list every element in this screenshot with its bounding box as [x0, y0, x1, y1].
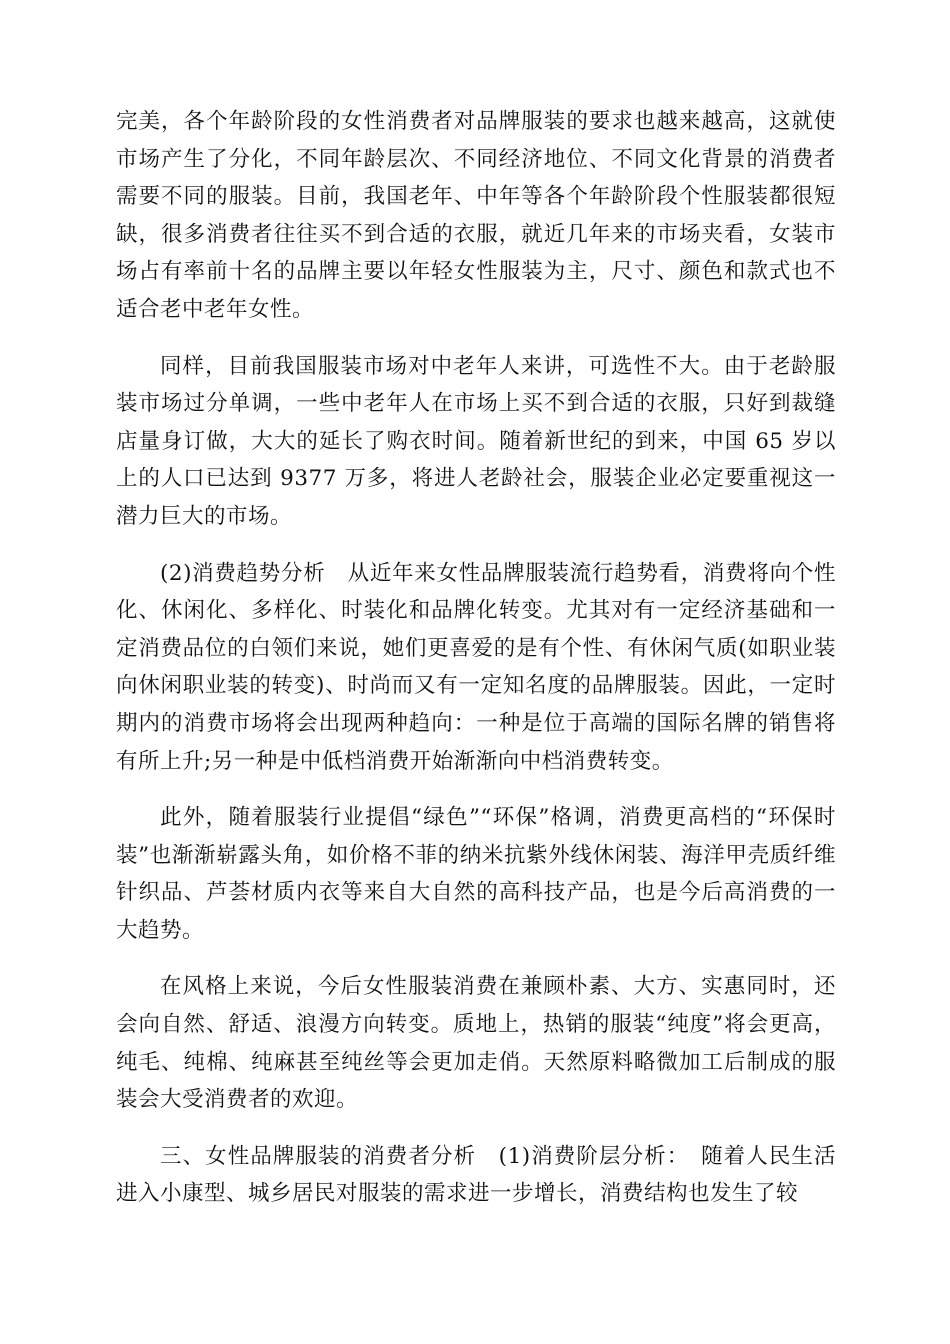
paragraph-5: 在风格上来说，今后女性服装消费在兼顾朴素、大方、实惠同时，还会向自然、舒适、浪漫方向转变。质地上，热销的服装“纯度”将会更高，纯毛、纯棉、纯麻甚至纯丝等会更加走俏。天然原料略微加工后制成的服装会大受消费者的欢迎。 [116, 974, 836, 1113]
paragraph-2: 同样，目前我国服装市场对中老年人来讲，可选性不大。由于老龄服装市场过分单调，一些中老年人在市场上买不到合适的衣服，只好到裁缝店量身订做，大大的延长了购衣时间。随着新世纪的到来，中国 65 岁以上的人口已达到 9377 万多，将进人老龄社会，服装企业必定要重视这一潜力巨大的市场。 [116, 353, 836, 529]
paragraph-6: 三、女性品牌服装的消费者分析 (1)消费阶层分析： 随着人民生活进入小康型、城乡居民对服装的需求进一步增长，消费结构也发生了较 [116, 1143, 836, 1207]
paragraph-1: 完美，各个年龄阶段的女性消费者对品牌服装的要求也越来越高，这就使市场产生了分化，不同年龄层次、不同经济地位、不同文化背景的消费者需要不同的服装。目前，我国老年、中年等各个年龄阶段个性服装都很短缺，很多消费者往往买不到合适的衣服，就近几年来的市场夹看，女装市场占有率前十名的品牌主要以年轻女性服装为主，尺寸、颜色和款式也不适合老中老年女性。 [116, 109, 836, 322]
paragraph-3: (2)消费趋势分析 从近年来女性品牌服装流行趋势看，消费将向个性化、休闲化、多样化、时装化和品牌化转变。尤其对有一定经济基础和一定消费品位的白领们来说，她们更喜爱的是有个性、有休闲气质(如职业装向休闲职业装的转变)、时尚而又有一定知名度的品牌服装。因此，一定时期内的消费市场将会出现两种趋向：一种是位于高端的国际名牌的销售将有所上升;另一种是中低档消费开始渐渐向中档消费转变。 [116, 560, 836, 774]
paragraph-4: 此外，随着服装行业提倡“绿色”“环保”格调，消费更高档的“环保时装”也渐渐崭露头角，如价格不菲的纳米抗紫外线休闲装、海洋甲壳质纤维针织品、芦荟材质内衣等来自大自然的高科技产品，也是今后高消费的一大趋势。 [116, 805, 836, 943]
document-page [116, 103, 836, 1232]
